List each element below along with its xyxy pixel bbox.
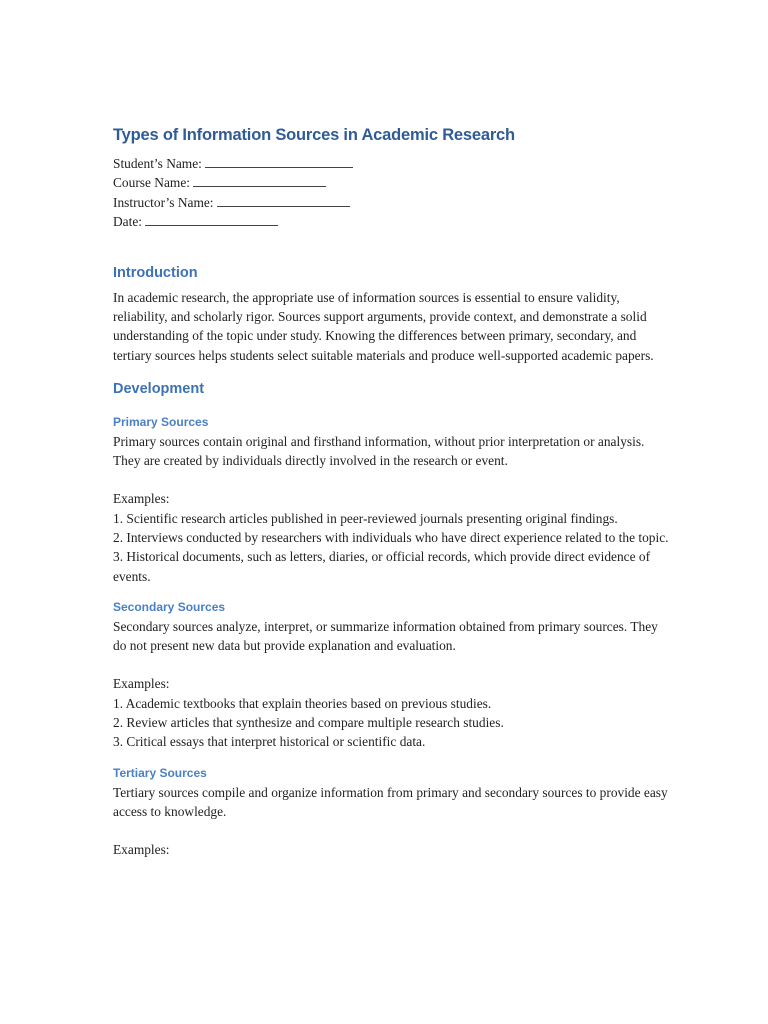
student-name-label: Student’s Name:	[113, 156, 202, 171]
list-item: 3. Critical essays that interpret historical or scientific data.	[113, 734, 426, 750]
secondary-examples-list	[113, 694, 673, 752]
student-name-field	[113, 154, 673, 173]
list-item: 1. Scientific research articles published in peer-reviewed journals presenting original findings.	[113, 510, 618, 526]
secondary-sources-text: Secondary sources analyze, interpret, or summarize information obtained from primary sources. They do not present new data but provide explanation and evaluation.	[113, 618, 658, 654]
introduction-heading: Introduction	[113, 264, 198, 281]
secondary-examples-label: Examples:	[113, 676, 170, 692]
primary-sources-heading: Primary Sources	[113, 414, 209, 429]
instructor-name-field	[113, 193, 673, 212]
date-blank	[145, 213, 278, 226]
introduction-text: In academic research, the appropriate use of information sources is essential to ensure validity, reliability, and scholarly rigor. Sources support arguments, provide context, and demonstrate a solid understanding of the topic under study. Knowing the differences between primary, secondary, and tertiary sources helps students select suitable materials and produce well-supported academic papers.	[113, 289, 654, 363]
course-name-blank	[193, 174, 326, 187]
development-heading: Development	[113, 380, 205, 397]
list-item: 1. Academic textbooks that explain theories based on previous studies.	[113, 695, 492, 711]
tertiary-examples-label: Examples:	[113, 842, 170, 858]
document-page	[113, 124, 673, 860]
document-title: Types of Information Sources in Academic Research	[113, 126, 515, 144]
student-name-blank	[205, 155, 353, 168]
list-item: 2. Review articles that synthesize and compare multiple research studies.	[113, 715, 504, 731]
secondary-sources-heading: Secondary Sources	[113, 599, 226, 614]
course-name-field	[113, 173, 673, 192]
list-item: 2. Interviews conducted by researchers with individuals who have direct experience related to the topic.	[113, 530, 669, 545]
list-item: 3. Historical documents, such as letters, diaries, or official records, which provide direct evidence of events.	[113, 549, 651, 584]
instructor-name-blank	[217, 194, 350, 207]
instructor-name-label: Instructor’s Name:	[113, 194, 214, 210]
tertiary-sources-heading: Tertiary Sources	[113, 765, 207, 780]
date-label: Date:	[113, 214, 142, 230]
primary-sources-text: Primary sources contain original and firsthand information, without prior interpretation or analysis. They are created by individuals directly involved in the research or event.	[113, 433, 645, 469]
primary-examples-label: Examples:	[113, 491, 170, 507]
date-field	[113, 212, 673, 231]
tertiary-sources-text: Tertiary sources compile and organize information from primary and secondary sources to provide easy access to knowledge.	[113, 784, 668, 819]
primary-examples-list	[113, 509, 673, 586]
course-name-label: Course Name:	[113, 175, 190, 191]
